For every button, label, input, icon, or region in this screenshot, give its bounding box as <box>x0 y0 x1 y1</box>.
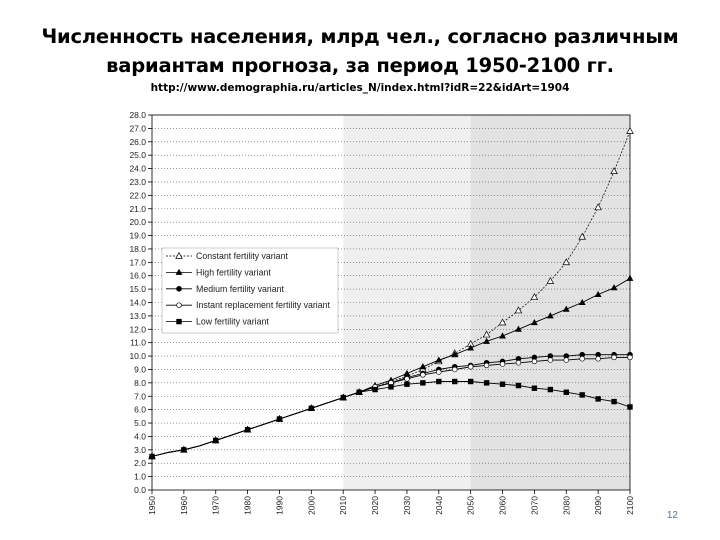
x-tick-label: 2060 <box>497 496 508 515</box>
page-number: 12 <box>666 510 678 521</box>
legend-marker <box>176 319 181 324</box>
data-point <box>611 399 616 404</box>
x-tick-label: 2010 <box>338 496 349 515</box>
x-tick-label: 2000 <box>306 496 317 515</box>
y-tick-label: 4.0 <box>134 431 146 442</box>
x-tick-label: 2020 <box>370 496 381 515</box>
data-point <box>468 364 473 369</box>
y-tick-label: 9.0 <box>134 364 146 375</box>
data-point <box>532 386 537 391</box>
legend-marker <box>176 286 182 292</box>
y-tick-label: 5.0 <box>134 418 146 429</box>
data-point <box>548 387 553 392</box>
data-point <box>484 363 489 368</box>
data-point <box>436 370 441 375</box>
y-tick-label: 10.0 <box>129 351 146 362</box>
y-tick-label: 27.0 <box>129 123 146 134</box>
data-point <box>580 392 585 397</box>
data-point <box>420 380 425 385</box>
x-tick-label: 2050 <box>465 496 476 515</box>
y-tick-label: 3.0 <box>134 444 146 455</box>
y-tick-label: 0.0 <box>134 485 146 495</box>
y-tick-label: 21.0 <box>129 203 146 214</box>
legend-label: Constant fertility variant <box>196 251 288 261</box>
x-tick-label: 2100 <box>625 496 635 515</box>
legend-label: Medium fertility variant <box>196 283 284 294</box>
data-point <box>580 356 585 361</box>
data-point <box>309 406 314 411</box>
x-tick-label: 1990 <box>274 496 285 515</box>
data-point <box>532 359 537 364</box>
data-point <box>388 384 393 389</box>
data-point <box>452 379 457 384</box>
y-tick-label: 22.0 <box>129 190 146 201</box>
x-tick-label: 1970 <box>210 496 221 515</box>
data-point <box>500 362 505 367</box>
x-tick-label: 1960 <box>178 496 189 515</box>
data-point <box>341 395 346 400</box>
data-point <box>404 381 409 386</box>
y-tick-label: 14.0 <box>129 297 146 308</box>
x-tick-label: 1980 <box>242 496 253 515</box>
legend-label: Low fertility variant <box>196 316 269 327</box>
y-tick-label: 25.0 <box>129 150 146 161</box>
slide-title-line-2: вариантам прогноза, за период 1950-2100 гг. <box>106 54 614 77</box>
data-point <box>595 396 600 401</box>
data-point <box>181 447 186 452</box>
data-point <box>516 383 521 388</box>
y-tick-label: 23.0 <box>129 176 146 187</box>
data-point <box>420 372 425 377</box>
data-point <box>612 355 617 360</box>
x-tick-label: 2070 <box>529 496 540 515</box>
x-tick-label: 2040 <box>433 496 444 515</box>
data-point <box>484 380 489 385</box>
data-point <box>277 416 282 421</box>
data-point <box>564 358 569 363</box>
data-point <box>372 387 377 392</box>
y-tick-label: 16.0 <box>129 270 146 281</box>
data-point <box>596 356 601 361</box>
data-point <box>405 376 410 381</box>
slide-title-line-1: Численность населения, млрд чел., согласно различным <box>41 25 679 48</box>
y-tick-label: 11.0 <box>130 337 146 348</box>
y-tick-label: 17.0 <box>129 257 146 268</box>
y-tick-label: 13.0 <box>129 310 146 321</box>
x-tick-label: 2090 <box>593 496 604 515</box>
data-point <box>500 381 505 386</box>
source-url: http://www.demographia.ru/articles_N/index.html?idR=22&idArt=1904 <box>150 82 570 94</box>
data-point <box>149 454 154 459</box>
legend-marker <box>177 303 182 308</box>
legend-label: Instant replacement fertility variant <box>196 300 330 311</box>
data-point <box>436 379 441 384</box>
y-tick-label: 2.0 <box>134 458 146 469</box>
y-tick-label: 20.0 <box>129 217 146 228</box>
data-point <box>468 379 473 384</box>
y-tick-label: 6.0 <box>134 404 146 415</box>
data-point <box>452 367 457 372</box>
data-point <box>213 438 218 443</box>
y-tick-label: 7.0 <box>134 391 146 402</box>
y-tick-label: 28.0 <box>129 110 146 120</box>
y-tick-label: 15.0 <box>129 284 146 295</box>
data-point <box>516 360 521 365</box>
y-tick-label: 12.0 <box>129 324 146 335</box>
data-point <box>548 358 553 363</box>
data-point <box>356 390 361 395</box>
x-tick-label: 2080 <box>561 496 572 515</box>
y-tick-label: 8.0 <box>134 377 146 388</box>
x-tick-label: 1950 <box>147 496 157 515</box>
x-tick-label: 2030 <box>401 496 412 515</box>
data-point <box>245 427 250 432</box>
y-tick-label: 18.0 <box>129 243 146 254</box>
data-point <box>627 404 632 409</box>
y-tick-label: 24.0 <box>129 163 146 174</box>
legend-label: High fertility variant <box>196 267 271 278</box>
data-point <box>564 390 569 395</box>
y-tick-label: 19.0 <box>129 230 146 241</box>
y-tick-label: 26.0 <box>129 136 146 147</box>
data-point <box>628 355 633 360</box>
y-tick-label: 1.0 <box>134 471 146 482</box>
